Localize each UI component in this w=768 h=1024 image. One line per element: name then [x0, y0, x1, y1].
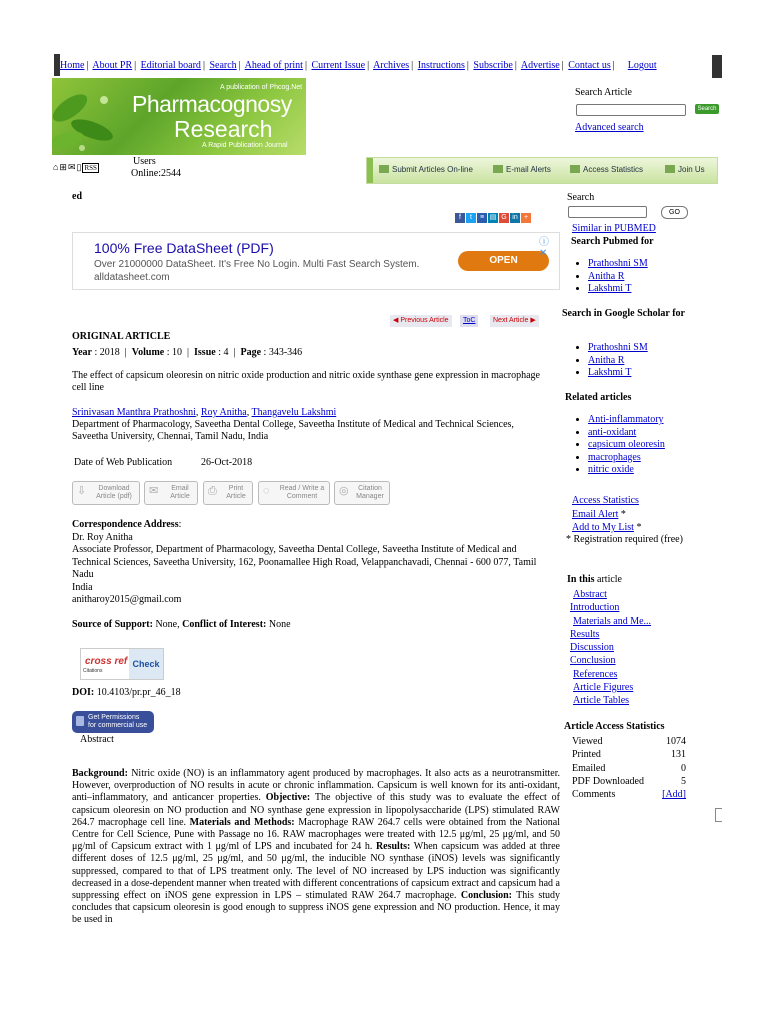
statistics-icon	[570, 165, 580, 173]
search-article-label: Search Article	[575, 87, 632, 98]
nav-contact[interactable]: Contact us	[568, 60, 611, 71]
year-value: 2018	[99, 347, 120, 358]
toc-conclusion-link[interactable]: Conclusion	[570, 655, 616, 667]
toc-figures-link[interactable]: Article Figures	[573, 682, 634, 694]
citation-icon: ◎	[339, 485, 349, 497]
stat-row	[572, 762, 686, 775]
volume-label: Volume	[131, 347, 165, 358]
nav-search[interactable]: Search	[209, 60, 237, 71]
page-value: 343-346	[268, 347, 303, 358]
facebook-icon[interactable]: f	[455, 213, 465, 223]
email-alert-link[interactable]: Email Alert	[572, 508, 619, 520]
registration-note: * Registration required (free)	[566, 534, 683, 545]
pubmed-heading: Search Pubmed for	[571, 236, 654, 247]
add-to-my-list-link[interactable]: Add to My List	[572, 522, 634, 533]
ad-url: alldatasheet.com	[94, 272, 170, 283]
doi-label: DOI:	[72, 687, 95, 698]
registration-star: *	[620, 508, 626, 520]
join-icon	[665, 165, 675, 173]
stat-label: PDF Downloaded	[572, 775, 644, 787]
access-statistics-label: Access Statistics	[583, 165, 644, 174]
citation-manager-label: Citation Manager	[356, 485, 384, 500]
correspondence-address: Associate Professor, Department of Pharmacology, Saveetha Dental College, Saveetha Institute of Medical and Technical Sciences, Saveetha University, 162, Poonamallee High Road, Velappanchavadi, Chennai - 600 077, Tamil Nadu	[72, 544, 537, 580]
ad-close-icon[interactable]: ⓘ ✕	[539, 237, 549, 259]
printer-icon: ⎙	[208, 485, 217, 497]
comment-label: Read / Write a Comment	[279, 485, 325, 500]
nav-about[interactable]: About PR	[92, 60, 133, 71]
article-access-statistics	[572, 735, 686, 801]
list-icon[interactable]: ≡	[477, 213, 487, 223]
year-label: Year	[72, 347, 92, 358]
issue-value: 4	[223, 347, 229, 358]
stat-label: Printed	[572, 749, 601, 761]
doi-value: 10.4103/pr.pr_46_18	[96, 687, 181, 698]
abstract-methods-text: Macrophage RAW 264.7 cells were obtained from the National Centre for Cell Science, Pune with Passage no 16. RAW macrophages were treated with 12.5 μg/ml, 25 μg/ml, and 50 μg/ml of Capsicum extract with 1 μg/ml of LPS and incubated for 24 h.	[72, 816, 560, 853]
scholar-author-link[interactable]: Anitha R	[588, 354, 625, 366]
stat-value: 131	[671, 749, 686, 761]
advertisement[interactable]	[72, 232, 560, 290]
publication-date-label: Date of Web Publication	[74, 457, 173, 468]
add-comment-link[interactable]: [Add]	[662, 789, 686, 801]
crossref-check-label: Check	[129, 649, 163, 679]
toc-introduction-link[interactable]: Introduction	[570, 602, 620, 614]
email-article-button[interactable]	[144, 481, 198, 505]
abstract-results-heading: Results:	[375, 841, 411, 853]
toc-results-link[interactable]: Results	[570, 628, 600, 640]
email-alert-icon	[493, 165, 503, 173]
rss-icon[interactable]: RSS	[84, 164, 97, 172]
access-statistics-link[interactable]: Access Statistics	[572, 495, 639, 506]
article-meta: Year : 2018 | Volume : 10 | Issue : 4 | Page : 343-346	[72, 347, 303, 358]
get-permissions-button[interactable]	[72, 711, 154, 733]
sidebar-search-label: Search	[567, 192, 595, 203]
nav-logout[interactable]: Logout	[627, 60, 657, 71]
email-alerts-label: E-mail Alerts	[506, 165, 551, 174]
submit-icon	[379, 165, 389, 173]
related-articles-list	[571, 414, 665, 477]
abstract-objective-text: The objective of this study was to evaluate the effect of capsicum oleoresin on NO production and NO synthase gene expression in lipopolysaccharide (LPS) stimulated RAW 264.7 macrophage cell line.	[72, 792, 560, 828]
logo-publisher: A publication of Phcog.Net	[220, 84, 303, 91]
list-item	[588, 367, 648, 380]
download-pdf-label: Download Article (pdf)	[96, 485, 132, 500]
email-icon[interactable]: ✉	[67, 162, 76, 172]
stat-row	[572, 735, 686, 748]
pubmed-author-link[interactable]: Lakshmi T	[588, 283, 632, 294]
stat-value: 0	[681, 762, 686, 774]
author-affiliation: Department of Pharmacology, Saveetha Dental College, Saveetha Institute of Medical and Technical Sciences, Saveetha University, Chennai, Tamil Nadu, India	[72, 419, 514, 442]
publication-date: 26-Oct-2018	[201, 457, 253, 468]
stat-row	[572, 775, 686, 788]
abstract-background-text: Nitric oxide (NO) is an inflammatory agent produced by macrophages. It also acts as a neurotransmitter. However, overproduction of NO results in acute or chronic inflammation. Capsicum is well known for its anti-oxidant, anti–inflammatory, and anticancer properties.	[72, 768, 560, 804]
cut-off-text: ed	[72, 191, 82, 202]
stat-label: Emailed	[572, 762, 606, 774]
print-article-button[interactable]	[203, 481, 253, 505]
google-icon[interactable]: G	[499, 213, 509, 223]
stat-label: Viewed	[572, 736, 603, 747]
author-link[interactable]: Srinivasan Manthra Prathoshni	[72, 407, 196, 418]
similar-in-pubmed-link[interactable]: Similar in PUBMED	[572, 223, 656, 234]
abstract-results-text: When capsicum was added at three different doses of 12.5 μg/ml, 25 μg/ml, and 50 μg/ml, the inducible NO synthase (iNOS) levels was significantly suppressed, compared to that of LPS treatment only. The level of NO increased by LPS induction was significantly decreased in a dose-dependent manner when treated with different concentrations of capsicum extract and capsicum had a suppressing effect on iNOS gene expression in LPS – stimulated RAW 264.7 macrophage.	[72, 841, 560, 902]
join-us-button[interactable]	[665, 165, 705, 174]
action-bar	[366, 157, 718, 184]
nav-advertise[interactable]: Advertise	[520, 60, 560, 71]
list-item	[588, 283, 648, 296]
volume-value: 10	[172, 347, 182, 358]
sidebar-go-button[interactable]: GO	[661, 206, 688, 219]
list-item	[588, 258, 648, 271]
nav-ahead-of-print[interactable]: Ahead of print	[244, 60, 303, 71]
action-bar-edge	[367, 158, 373, 183]
logo-title-line1: Pharmacognosy	[132, 91, 292, 117]
nav-archives[interactable]: Archives	[373, 60, 410, 71]
next-article-button[interactable]: Next Article ▶	[490, 315, 539, 327]
twitter-icon[interactable]: t	[466, 213, 476, 223]
leaf-graphic-icon	[52, 78, 132, 155]
stat-value: 5	[681, 775, 686, 787]
support-value: None	[155, 619, 178, 630]
stat-value: 1074	[666, 736, 686, 747]
nav-current-issue[interactable]: Current Issue	[311, 60, 366, 71]
list-item	[588, 342, 648, 355]
registration-star: *	[636, 522, 642, 533]
article-access-statistics-heading: Article Access Statistics	[564, 721, 665, 732]
previous-article-label: Previous Article	[400, 317, 449, 324]
stat-label: Comments	[572, 789, 616, 801]
pubmed-list	[571, 258, 648, 296]
next-article-label: Next Article	[493, 317, 529, 324]
quick-icons	[53, 162, 100, 173]
correspondence-label: Correspondence Address	[72, 519, 179, 530]
list-item	[588, 427, 665, 440]
users-online	[131, 156, 181, 180]
abstract-text	[72, 768, 560, 927]
scholar-heading: Search in Google Scholar for	[562, 308, 685, 319]
search-article-input[interactable]	[576, 104, 686, 116]
author-link[interactable]: Roy Anitha	[200, 407, 247, 418]
related-articles-heading: Related articles	[565, 392, 632, 403]
nav-subscribe[interactable]: Subscribe	[473, 60, 513, 71]
previous-article-button[interactable]: ◀ Previous Article	[390, 315, 452, 327]
sidebar-search-input[interactable]	[568, 206, 647, 218]
search-article-button[interactable]: Search	[695, 104, 719, 114]
author-link[interactable]: Thangavelu Lakshmi	[251, 407, 337, 418]
envelope-icon: ✉	[149, 485, 159, 497]
mobile-icon[interactable]: ▯	[76, 162, 82, 172]
scholar-author-link[interactable]: Prathoshni SM	[588, 342, 648, 353]
conflict-value: None	[268, 619, 291, 630]
related-keyword-link[interactable]: anti-oxidant	[588, 426, 637, 438]
article-title: The effect of capsicum oleoresin on nitric oxide production and nitric oxide synthase gene expression in macrophage cell line	[72, 370, 540, 393]
scholar-list	[571, 342, 648, 380]
list-item	[588, 355, 648, 368]
nav-editorial-board[interactable]: Editorial board	[140, 60, 201, 71]
author-list: Srinivasan Manthra Prathoshni, Roy Anitha, Thangavelu Lakshmi	[72, 407, 337, 418]
stat-row	[572, 748, 686, 761]
email-article-label: Email Article	[170, 485, 190, 500]
issue-label: Issue	[194, 347, 216, 358]
abstract-conclusion-text: This study concludes that capsicum oleoresin is good enough to suppress iNOS gene expression and NO production. Hence, it may be used in	[72, 890, 560, 926]
crossref-logo: cross ref	[85, 656, 128, 667]
ad-title[interactable]: 100% Free DataSheet (PDF)	[94, 240, 274, 256]
scroll-edge-marker	[715, 808, 722, 822]
related-keyword-link[interactable]: Anti-inflammatory	[588, 414, 664, 425]
linkedin-icon[interactable]: in	[510, 213, 520, 223]
support-conflict: Source of Support: None, Conflict of Interest: None	[72, 619, 291, 630]
ad-description: Over 21000000 DataSheet. It's Free No Login. Multi Fast Search System.	[94, 259, 420, 270]
permissions-line1: Get Permissions	[88, 714, 140, 721]
nav-home[interactable]: Home	[60, 60, 85, 71]
abstract-conclusion-heading: Conclusion:	[460, 890, 512, 902]
toc-abstract-link[interactable]: Abstract	[573, 589, 607, 600]
in-this-article-heading	[567, 574, 622, 585]
comment-icon: ◌	[263, 485, 270, 497]
correspondence-email: anitharoy2015@gmail.com	[72, 594, 182, 605]
nav-edge-right	[712, 55, 722, 78]
bookmark-icon[interactable]: ▤	[489, 214, 497, 221]
users-online-count: Online:2544	[131, 168, 181, 179]
download-icon: ⇩	[77, 485, 87, 497]
article-type: ORIGINAL ARTICLE	[72, 331, 171, 342]
citation-manager-button[interactable]	[334, 481, 390, 505]
more-share-icon[interactable]: +	[521, 213, 531, 223]
related-keyword-link[interactable]: capsicum oleoresin	[588, 439, 665, 450]
in-this-normal: article	[594, 574, 622, 585]
pubmed-author-link[interactable]: Prathoshni SM	[588, 258, 648, 269]
toc-methods-link[interactable]: Materials and Me...	[573, 615, 652, 627]
logo-tagline: A Rapid Publication Journal	[202, 142, 288, 149]
home-icon[interactable]: ⌂	[53, 162, 59, 172]
article-toc	[570, 588, 651, 708]
scholar-author-link[interactable]: Lakshmi T	[588, 367, 632, 378]
list-item	[588, 439, 665, 452]
support-label: Source of Support:	[72, 619, 153, 630]
related-keyword-link[interactable]: nitric oxide	[588, 464, 634, 475]
comment-button[interactable]	[258, 481, 330, 505]
list-item	[588, 452, 665, 465]
users-online-label: Users	[133, 156, 156, 167]
abstract-label: Abstract	[80, 734, 114, 745]
correspondence-block: Correspondence Address: Dr. Roy Anitha Associate Professor, Department of Pharmacology, Saveetha Dental College, Saveetha Institute of Medical and Technical Sciences, Saveetha University, 162, Poonamallee High Road, Velappanchavadi, Chennai - 600 077, Tamil Nadu India anitharoy2015@gmail.com	[72, 519, 552, 607]
download-pdf-button[interactable]	[72, 481, 140, 505]
list-item	[588, 271, 648, 284]
toc-tables-link[interactable]: Article Tables	[573, 695, 630, 707]
submit-articles-button[interactable]	[379, 165, 473, 174]
email-alerts-button[interactable]	[493, 165, 551, 174]
correspondence-country: India	[72, 581, 93, 593]
print-article-label: Print Article	[226, 485, 246, 500]
doi	[72, 687, 181, 698]
access-links	[572, 494, 641, 535]
submit-articles-label: Submit Articles On-line	[392, 165, 473, 174]
nav-instructions[interactable]: Instructions	[417, 60, 465, 71]
abstract-methods-heading: Materials and Methods:	[189, 816, 295, 828]
logo-title-line2: Research	[174, 116, 273, 142]
permissions-line2: for commercial use	[88, 722, 148, 729]
crossref-citations-label: Citations	[83, 668, 103, 674]
list-item	[588, 464, 665, 477]
journal-logo[interactable]	[52, 78, 306, 155]
join-us-label: Join Us	[678, 165, 705, 174]
conflict-label: Conflict of Interest:	[182, 619, 267, 630]
top-navigation: Home | About PR | Editorial board | Search | Ahead of print | Current Issue | Archives | Instructions | Subscribe | Advertise | Contact us | Logout	[60, 60, 657, 71]
toc-button[interactable]: ToC	[460, 315, 478, 327]
page-label: Page	[240, 347, 262, 358]
share-bar	[455, 211, 532, 223]
abstract-objective-heading: Objective:	[265, 792, 311, 804]
advanced-search-link[interactable]: Advanced search	[575, 122, 644, 133]
access-statistics-button[interactable]	[570, 165, 643, 174]
abstract-background-heading: Background:	[72, 768, 128, 779]
correspondence-name: Dr. Roy Anitha	[72, 531, 133, 543]
pubmed-author-link[interactable]: Anitha R	[588, 270, 625, 282]
related-keyword-link[interactable]: macrophages	[588, 451, 641, 463]
toc-discussion-link[interactable]: Discussion	[570, 642, 614, 654]
sitemap-icon[interactable]: ⊞	[59, 162, 67, 172]
permissions-icon	[76, 716, 84, 726]
ad-open-button[interactable]: OPEN	[458, 251, 549, 271]
stat-row	[572, 788, 686, 801]
toc-references-link[interactable]: References	[573, 668, 618, 680]
crossref-check-badge[interactable]	[80, 648, 164, 680]
in-this-bold: In this	[567, 574, 595, 585]
list-item	[588, 414, 665, 427]
